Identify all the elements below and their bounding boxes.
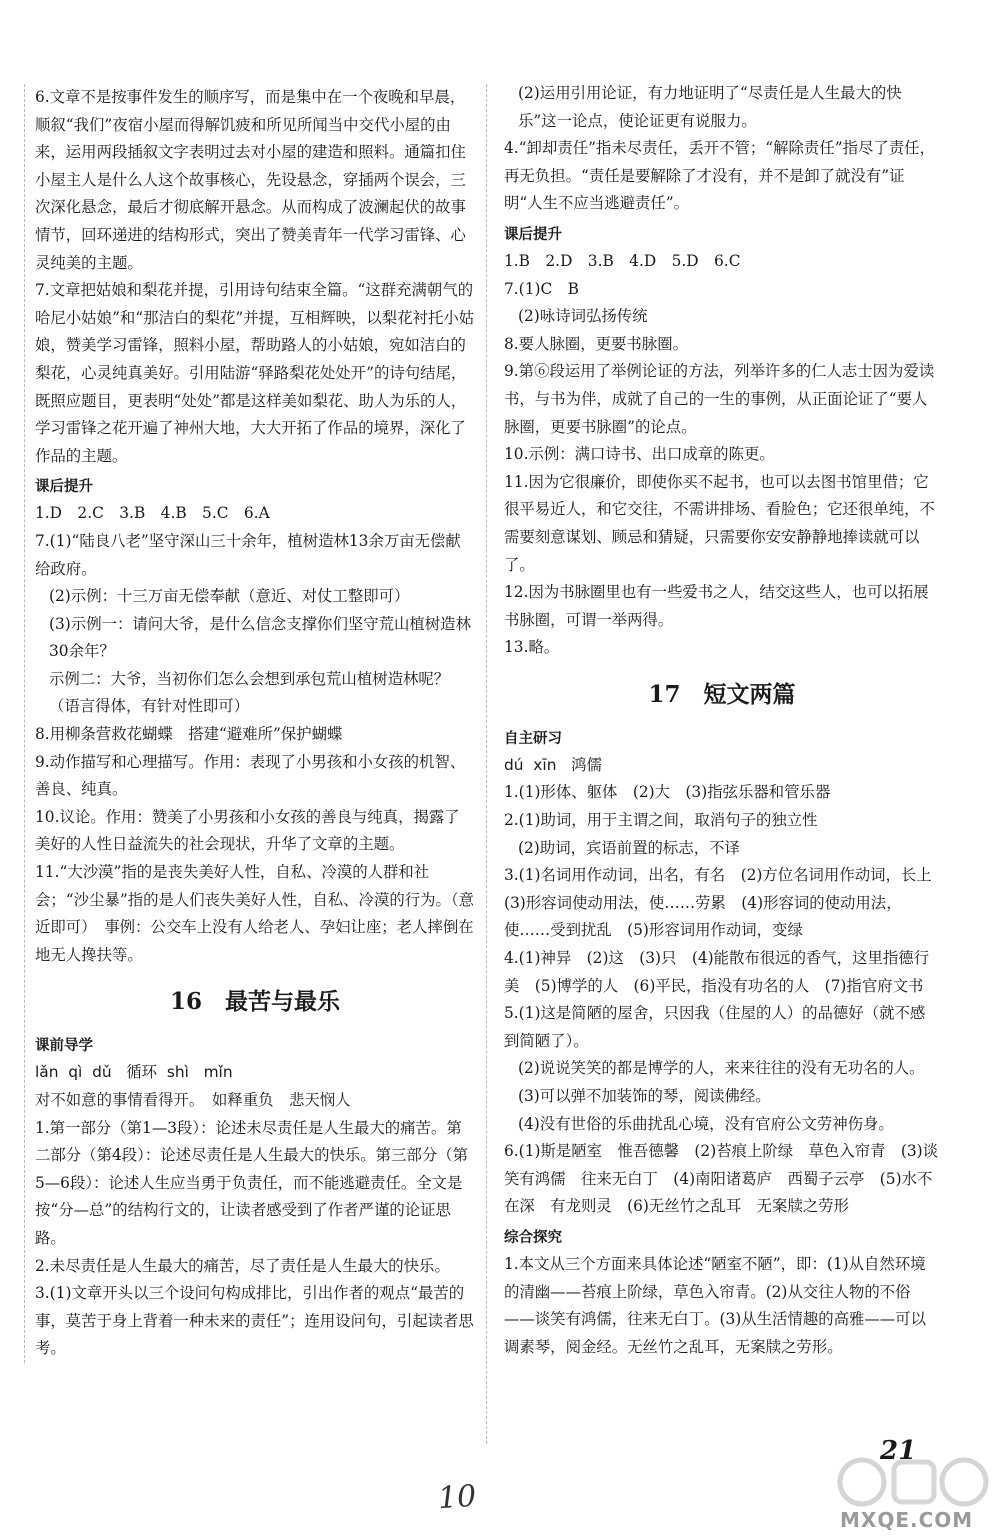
answer-c10: 10.示例：满口诗书、出口成章的陈更。 bbox=[504, 445, 775, 464]
section-heading-kehou-right: 课后提升 bbox=[504, 226, 562, 243]
choice-answers: 1.D 2.C 3.B 4.B 5.C 6.A bbox=[35, 504, 270, 523]
answer-11: 11.“大沙漠”指的是丧失美好人性，自私、冷漠的人群和社会；“沙尘暴”指的是人们丧失美好人性，自私、冷漠的行为。（意近即可） 事例：公交车上没有人给老人、孕妇让座；老人摔倒在地无人搀扶等。 bbox=[35, 863, 474, 964]
answer-c8: 8.要人脉圈，更要书脉圈。 bbox=[504, 334, 688, 353]
section-heading-keqian: 课前导学 bbox=[35, 1038, 93, 1055]
left-column bbox=[24, 84, 475, 1363]
answer-d5-1: 5.(1)这是简陋的屋舍，只因我（住屋的人）的品德好（就不感到简陋了）。 bbox=[504, 1004, 926, 1050]
answer-d5-2: (2)说说笑笑的都是博学的人，来来往往的没有无功名的人。 bbox=[518, 1059, 925, 1078]
answer-d4: 4.(1)神异 (2)这 (3)只 (4)能散布很远的香气，这里指德行美 (5)博学的人 (6)平民，指没有功名的人 (7)指官府文书 bbox=[504, 949, 930, 995]
answer-b3: 3.(1)文章开头以三个设问句构成排比，引出作者的观点“最苦的事，莫苦于身上背着一种未来的责任”；连用设问句，引起读者思考。 bbox=[35, 1284, 474, 1358]
lesson-title-16: 16 最苦与最乐 bbox=[169, 988, 340, 1016]
answer-d2-1: 2.(1)助词，用于主谓之间，取消句子的独立性 bbox=[504, 811, 818, 830]
answer-c12: 12.因为书脉圈里也有一些爱书之人，结交这些人，也可以拓展书脉圈，可谓一举两得。 bbox=[504, 583, 929, 629]
section-heading-zizhu: 自主研习 bbox=[504, 730, 562, 747]
lesson-title-17: 17 短文两篇 bbox=[648, 680, 796, 708]
answer-c4: 4.“卸却责任”指未尽责任，丢开不管；“解除责任”指尽了责任，再无负担。“责任是要解除了才没有，并不是卸了就没有”证明“人生不应当逃避责任”。 bbox=[504, 139, 935, 213]
answer-9: 9.动作描写和心理描写。作用：表现了小男孩和小女孩的机智、善良、纯真。 bbox=[35, 752, 466, 799]
answer-7-1: 7.(1)“陆良八老”坚守深山三十余年，植树造林13余万亩无偿献给政府。 bbox=[35, 531, 461, 578]
answer-c11: 11.因为它很廉价，即使你买不起书，也可以去图书馆里借；它很平易近人，和它交往，不需讲排场、看脸色；它还很单纯，不需要刻意谋划、顾忌和猜疑，只需要你安安静静地捧读就可以了。 bbox=[504, 472, 935, 574]
handwritten-number: 10 bbox=[436, 1478, 478, 1517]
pinyin-line: lǎn qì dǔ 循环 shì mǐn bbox=[35, 1063, 233, 1082]
answer-d2-2: (2)助词，宾语前置的标志，不译 bbox=[518, 838, 740, 857]
answer-d5-4: (4)没有世俗的乐曲扰乱心境，没有官府公文劳神伤身。 bbox=[518, 1114, 894, 1133]
answer-b1: 1.第一部分（第1—3段）：论述未尽责任是人生最大的痛苦。第二部分（第4段）：论述尽责任是人生最大的快乐。第三部分（第5—6段）：论述人生应当勇于负责任，而不能逃避责任。全文是按“分—总”的结构行文的，让读者感受到了作者严谨的论证思路。 bbox=[35, 1118, 469, 1247]
answer-c7-1: 7.(1)C B bbox=[504, 279, 579, 298]
answer-d5-3: (3)可以弹不加装饰的琴，阅读佛经。 bbox=[518, 1087, 771, 1105]
section-heading-zonghe: 综合探究 bbox=[504, 1229, 562, 1246]
right-column bbox=[504, 80, 948, 1361]
choice-answers-right: 1.B 2.D 3.B 4.D 5.D 6.C bbox=[504, 251, 741, 270]
answer-7-3: (3)示例一：请问大爷，是什么信念支撑你们坚守荒山植树造林30余年？ bbox=[49, 614, 471, 661]
watermark-text: MXQE.COM bbox=[840, 1508, 974, 1532]
section-heading-kehou: 课后提升 bbox=[35, 479, 93, 496]
answer-d1: 1.(1)形体、躯体 (2)大 (3)指弦乐器和管乐器 bbox=[504, 783, 831, 802]
answer-c9: 9.第⑥段运用了举例论证的方法，列举许多的仁人志士因为爱读书，与书为伴，成就了自己的一生的事例，从正面论证了“要人脉圈，更要书脉圈”的论点。 bbox=[504, 362, 935, 436]
answer-d6: 6.(1)斯是陋室 惟吾德馨 (2)苔痕上阶绿 草色入帘青 (3)谈笑有鸿儒 往来无白丁 (4)南阳诸葛庐 西蜀子云亭 (5)水不在深 有龙则灵 (6)无丝竹之乱耳 无案牍之劳形 bbox=[504, 1142, 939, 1216]
answer-c13: 13.略。 bbox=[504, 638, 560, 657]
answer-8: 8.用柳条营救花蝴蝶 搭建“避难所”保护蝴蝶 bbox=[35, 725, 343, 744]
idioms-line: 对不如意的事情看得开。 如释重负 悲天悯人 bbox=[35, 1091, 351, 1109]
answer-7-4: 示例二：大爷，当初你们怎么会想到承包荒山植树造林呢？（语言得体，有针对性即可） bbox=[49, 669, 450, 716]
pinyin-line-17: dú xīn 鸿儒 bbox=[504, 755, 602, 774]
answer-10: 10.议论。作用：赞美了小男孩和小女孩的善良与纯真，揭露了美好的人性日益流失的社会现状，升华了文章的主题。 bbox=[35, 807, 460, 854]
answer-d3: 3.(1)名词用作动词，出名，有名 (2)方位名词用作动词，长上 (3)形容词使动用法，使……劳累 (4)形容词的使动用法，使……受到扰乱 (5)形容词用作动词，变绿 bbox=[504, 866, 948, 940]
answer-6: 6.文章不是按事件发生的顺序写，而是集中在一个夜晚和早晨，顺叙“我们”夜宿小屋而得解饥疲和所见所闻当中交代小屋的由来，运用两段插叙文字表明过去对小屋的建造和照料。通篇扣住小屋主人是什么人这个故事核心，先设悬念，穿插两个误会，三次深化悬念，最后才彻底解开悬念。从而构成了波澜起伏的故事情节，回环递进的结构形式，突出了赞美青年一代学习雷锋、心灵纯美的主题。 bbox=[35, 88, 466, 272]
answer-7: 7.文章把姑娘和梨花并提，引用诗句结束全篇。“这群充满朝气的哈尼小姑娘”和“那洁白的梨花”并提，互相辉映，以梨花衬托小姑娘，赞美学习雷锋，照料小屋，帮助路人的小姑娘，宛如洁白的梨花，心灵纯真美好。引用陆游“驿路梨花处处开”的诗句结尾，既照应题目，更表明“处处”都是这样美如梨花、助人为乐的人，学习雷锋之花开遍了神州大地，大大开拓了作品的境界，深化了作品的主题。 bbox=[35, 281, 475, 465]
answer-e1: 1.本文从三个方面来具体论述“陋室不陋”，即：(1)从自然环境的清幽——苔痕上阶绿，草色入帘青。(2)从交往人物的不俗——谈笑有鸿儒，往来无白丁。(3)从生活情趣的高雅——可以调素琴，阅金经。无丝竹之乱耳，无案牍之劳形。 bbox=[504, 1254, 926, 1356]
answer-b2: 2.未尽责任是人生最大的痛苦，尽了责任是人生最大的快乐。 bbox=[35, 1256, 450, 1275]
answer-7-2: (2)示例：十三万亩无偿奉献（意近、对仗工整即可） bbox=[49, 587, 410, 606]
column-divider bbox=[486, 84, 487, 1444]
answer-c3-2: (2)运用引用论证，有力地证明了“尽责任是人生最大的快乐”这一论点，使论证更有说服力。 bbox=[518, 84, 902, 130]
answer-c7-2: (2)咏诗词弘扬传统 bbox=[518, 307, 648, 326]
page-number: 21 bbox=[880, 1436, 917, 1466]
